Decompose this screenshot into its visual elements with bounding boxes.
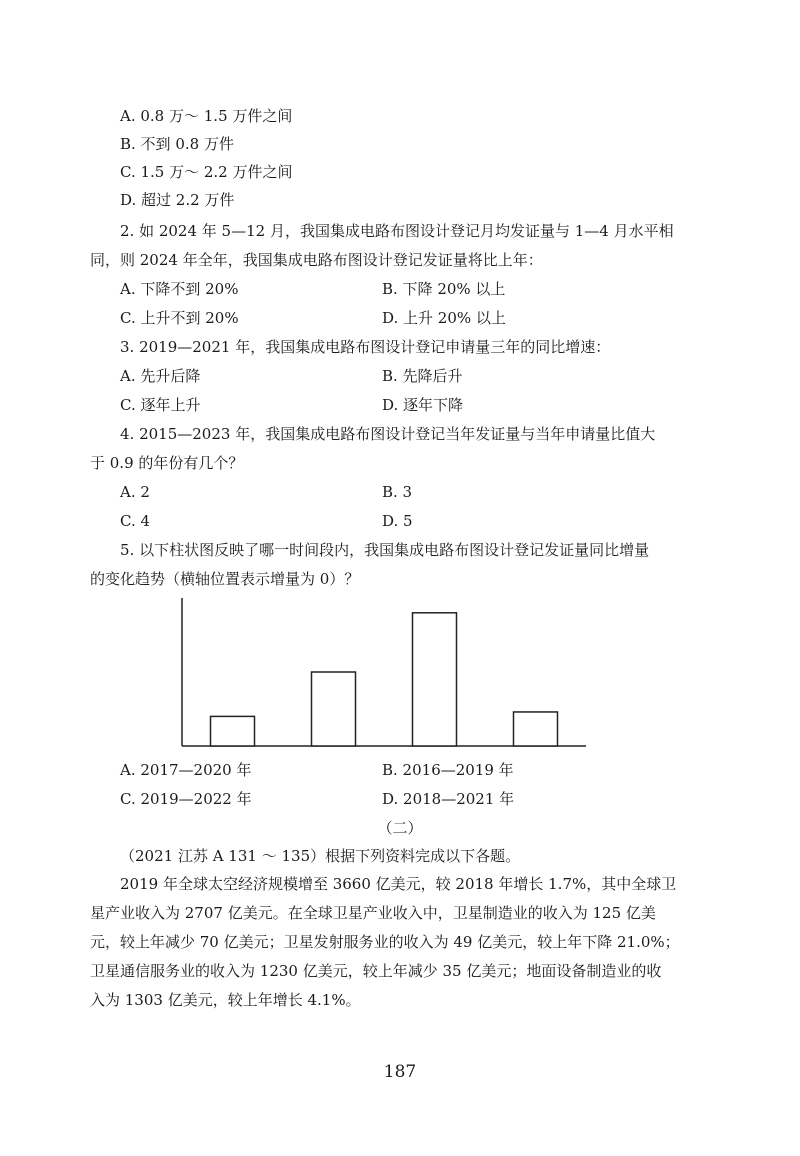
passage-line-4: 卫星通信服务业的收入为 1230 亿美元，较上年减少 35 亿美元；地面设备制造业的收 xyxy=(90,962,662,980)
q2-option-c: C. 上升不到 20% xyxy=(120,309,239,327)
bar-1 xyxy=(211,716,255,746)
passage-line-3: 元，较上年减少 70 亿美元；卫星发射服务业的收入为 49 亿美元，较上年下降 21.0%； xyxy=(90,933,680,951)
q1-option-b: B. 不到 0.8 万件 xyxy=(120,135,234,153)
q3-option-c: C. 逐年上升 xyxy=(120,396,201,414)
q5-option-b: B. 2016—2019 年 xyxy=(382,761,514,779)
q2-option-b: B. 下降 20% 以上 xyxy=(382,280,506,298)
q2-option-a: A. 下降不到 20% xyxy=(120,280,239,298)
passage-line-5: 入为 1303 亿美元，较上年增长 4.1%。 xyxy=(90,991,361,1009)
page-number: 187 xyxy=(383,1062,417,1082)
bar-4 xyxy=(514,712,558,746)
q3-option-b: B. 先降后升 xyxy=(382,367,463,385)
section-heading: （二） xyxy=(377,819,423,837)
bar-3 xyxy=(413,613,457,746)
q5-option-d: D. 2018—2021 年 xyxy=(382,790,515,808)
passage-line-1: 2019 年全球太空经济规模增至 3660 亿美元，较 2018 年增长 1.7%，其中全球卫 xyxy=(120,875,677,893)
q4-option-a: A. 2 xyxy=(120,483,150,501)
q4-option-c: C. 4 xyxy=(120,512,151,530)
q3-option-a: A. 先升后降 xyxy=(120,367,201,385)
q3-stem: 3. 2019—2021 年，我国集成电路布图设计登记申请量三年的同比增速： xyxy=(120,338,611,356)
bar-2 xyxy=(312,672,356,746)
q5-stem-line2: 的变化趋势（横轴位置表示增量为 0）？ xyxy=(90,570,360,588)
q5-option-a: A. 2017—2020 年 xyxy=(120,761,252,779)
q4-option-b: B. 3 xyxy=(382,483,413,501)
q2-option-d: D. 上升 20% 以上 xyxy=(382,309,506,327)
section-source: （2021 江苏 A 131 ～ 135）根据下列资料完成以下各题。 xyxy=(120,847,521,865)
bar-chart-svg xyxy=(170,590,590,750)
q2-stem-line2: 同，则 2024 年全年，我国集成电路布图设计登记发证量将比上年： xyxy=(90,251,543,269)
q1-option-a: A. 0.8 万～ 1.5 万件之间 xyxy=(120,107,293,125)
q4-option-d: D. 5 xyxy=(382,512,413,530)
q3-option-d: D. 逐年下降 xyxy=(382,396,464,414)
q1-option-d: D. 超过 2.2 万件 xyxy=(120,191,235,209)
passage-line-2: 星产业收入为 2707 亿美元。在全球卫星产业收入中，卫星制造业的收入为 125 亿美 xyxy=(90,904,656,922)
q4-stem-line2: 于 0.9 的年份有几个？ xyxy=(90,454,244,472)
q5-option-c: C. 2019—2022 年 xyxy=(120,790,252,808)
q2-stem-line1: 2. 如 2024 年 5—12 月，我国集成电路布图设计登记月均发证量与 1—4 月水平相 xyxy=(120,222,674,240)
bars-group xyxy=(211,613,558,746)
q4-stem-line1: 4. 2015—2023 年，我国集成电路布图设计登记当年发证量与当年申请量比值大 xyxy=(120,425,656,443)
bar-chart xyxy=(170,590,590,750)
q1-option-c: C. 1.5 万～ 2.2 万件之间 xyxy=(120,163,293,181)
q5-stem-line1: 5. 以下柱状图反映了哪一时间段内，我国集成电路布图设计登记发证量同比增量 xyxy=(120,541,650,559)
